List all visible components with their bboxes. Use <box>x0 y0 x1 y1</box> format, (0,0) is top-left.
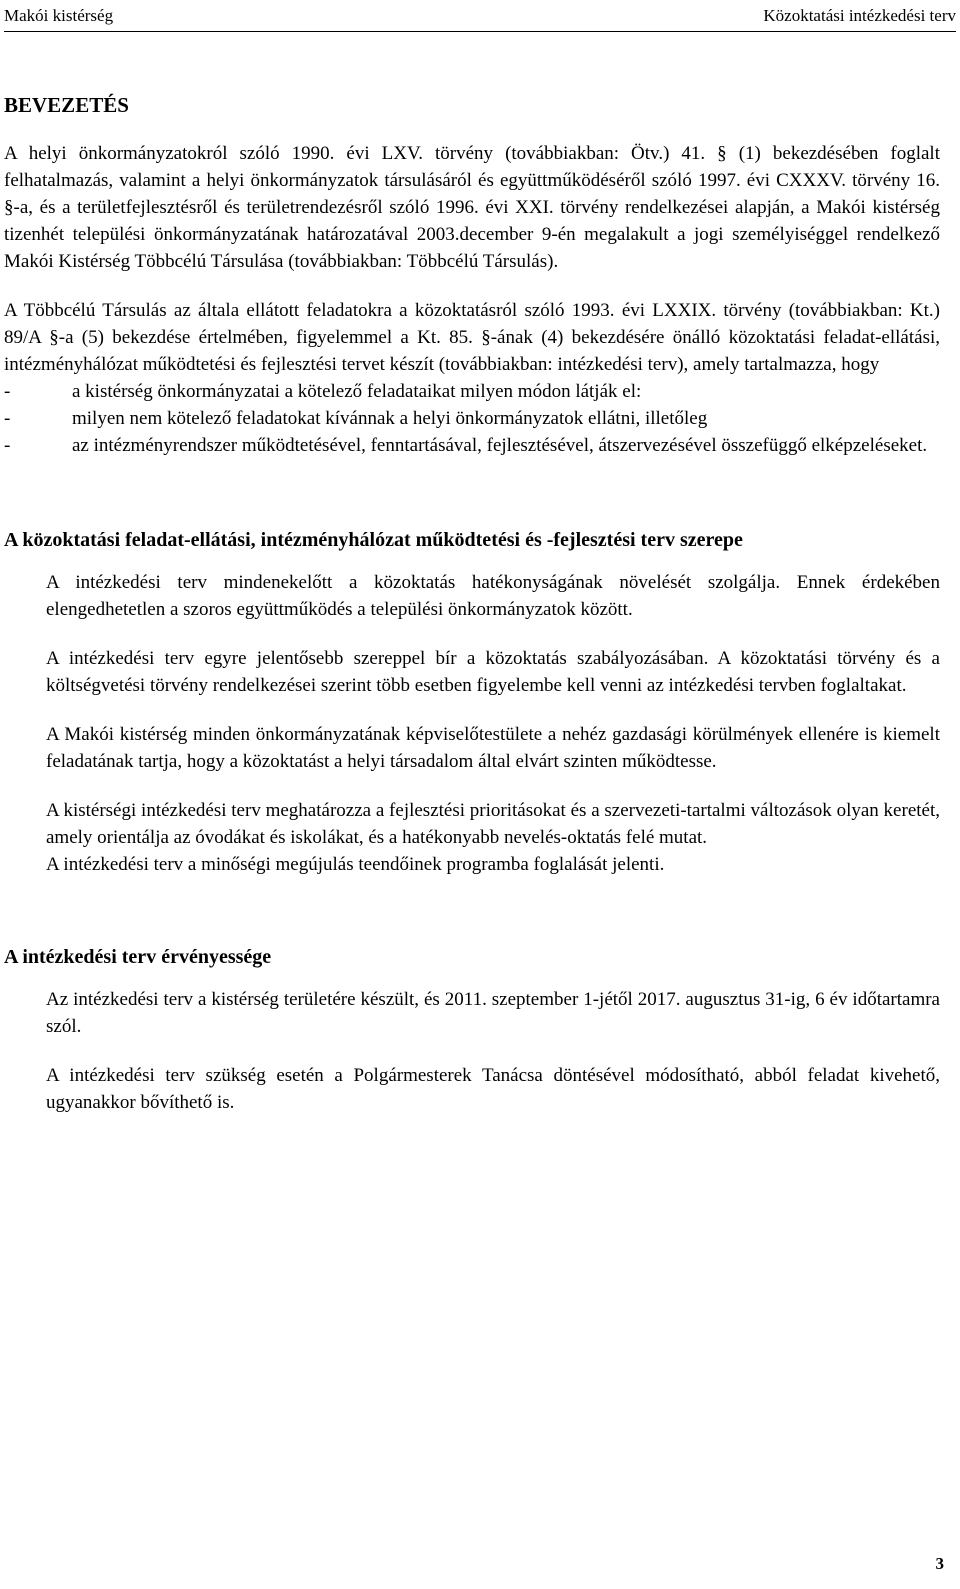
intro-paragraph-1: A helyi önkormányzatokról szóló 1990. évi LXV. törvény (továbbiakban: Ötv.) 41. § (1) bekezdésében foglalt felhatalmazás, valamint a helyi önkormányzatok társulásáról és együttműködéséről szóló 1997. évi CXXXV. törvény 16. §-a, és a területfejlesztésről és területrendezésről szóló 1996. évi XXI. törvény rendelkezései alapján, a Makói kistérség tizenhét települési önkormányzatának határozatával 2003.december 9-én megalakult a jogi személyiséggel rendelkező Makói Kistérség Többcélú Társulása (továbbiakban: Többcélú Társulás). <box>4 143 940 272</box>
running-header <box>4 0 956 32</box>
intro-heading: BEVEZETÉS <box>4 93 129 117</box>
list-item-text: a kistérség önkormányzatai a kötelező feladataikat milyen módon látják el: <box>72 381 642 402</box>
list-item <box>4 405 940 432</box>
dash-marker: - <box>4 435 11 456</box>
list-item-text: az intézményrendszer működtetésével, fenntartásával, fejlesztésével, átszervezésével összefüggő elképzeléseket. <box>72 435 928 456</box>
role-paragraph-4: A kistérségi intézkedési terv meghatározza a fejlesztési prioritásokat és a szervezeti-tartalmi változások olyan keretét, amely orientálja az óvodákat és iskolákat, és a hatékonyabb nevelés-oktatás felé mutat. <box>46 800 940 848</box>
section-validity-body <box>4 986 940 1116</box>
header-right-text: Közoktatási intézkedési terv <box>763 6 956 25</box>
page-number: 3 <box>935 1554 944 1573</box>
intro-bullet-list <box>4 378 940 459</box>
list-item <box>4 432 940 459</box>
list-item <box>4 378 940 405</box>
section-heading-role: A közoktatási feladat-ellátási, intézményhálózat működtetési és -fejlesztési terv szerepe <box>4 529 743 551</box>
list-item-text: milyen nem kötelező feladatokat kívánnak a helyi önkormányzatok ellátni, illetőleg <box>72 408 708 429</box>
validity-paragraph-1: Az intézkedési terv a kistérség területére készült, és 2011. szeptember 1-jétől 2017. augusztus 31-ig, 6 év időtartamra szól. <box>46 989 940 1037</box>
role-paragraph-5: A intézkedési terv a minőségi megújulás teendőinek programba foglalását jelenti. <box>46 854 665 875</box>
role-paragraph-2: A intézkedési terv egyre jelentősebb szereppel bír a közoktatás szabályozásában. A közoktatási törvény és a költségvetési törvény rendelkezései szerint több esetben figyelembe kell venni az intézkedési tervben foglaltakat. <box>46 648 940 696</box>
role-paragraph-1: A intézkedési terv mindenekelőtt a közoktatás hatékonyságának növelését szolgálja. Ennek érdekében elengedhetetlen a szoros együttműködés a települési önkormányzatok között. <box>46 572 940 620</box>
dash-marker: - <box>4 408 11 429</box>
role-paragraph-3: A Makói kistérség minden önkormányzatának képviselőtestülete a nehéz gazdasági körülmények ellenére is kiemelt feladatának tartja, hogy a közoktatást a helyi társadalom által elvárt szinten működtesse. <box>46 724 940 772</box>
intro-paragraph-2: A Többcélú Társulás az általa ellátott feladatokra a közoktatásról szóló 1993. évi LXXIX. törvény (továbbiakban: Kt.) 89/A §-a (5) bekezdése értelmében, figyelemmel a Kt. 85. §-ának (4) bekezdésére önálló közoktatási feladat-ellátási, intézményhálózat működtetési és fejlesztési tervet készít (továbbiakban: intézkedési terv), amely tartalmazza, hogy <box>4 300 940 375</box>
header-left-text: Makói kistérség <box>4 6 114 25</box>
document-body <box>4 90 940 1116</box>
section-heading-validity: A intézkedési terv érvényessége <box>4 946 272 968</box>
validity-paragraph-2: A intézkedési terv szükség esetén a Polgármesterek Tanácsa döntésével módosítható, abból feladat kivehető, ugyanakkor bővíthető is. <box>46 1065 940 1113</box>
dash-marker: - <box>4 381 11 402</box>
section-role-body <box>4 569 940 878</box>
